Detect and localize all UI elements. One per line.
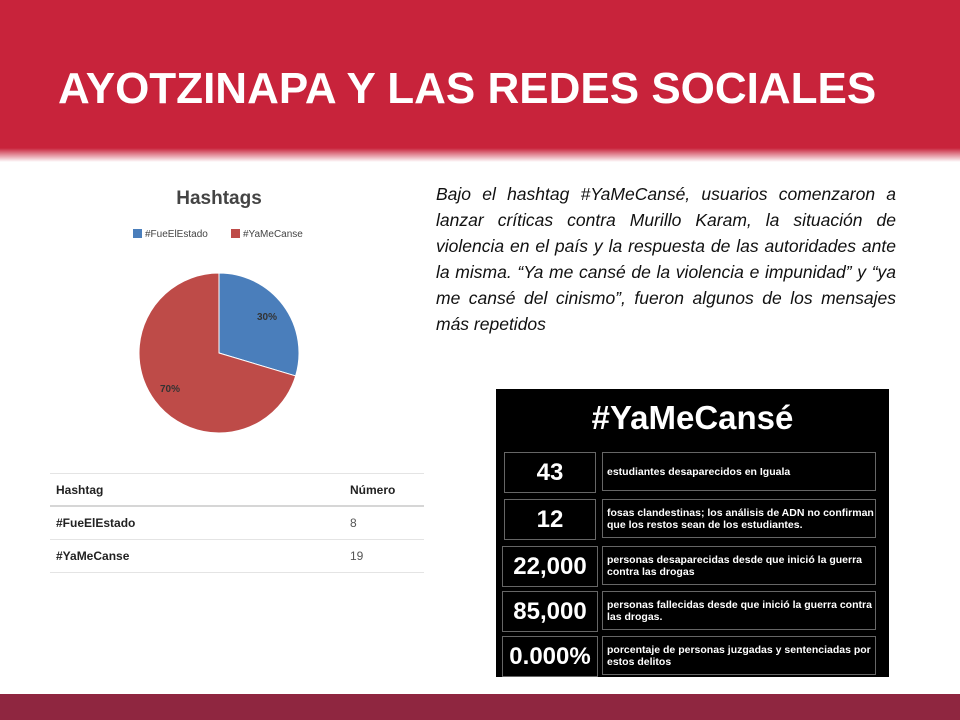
- stat-description: fosas clandestinas; los análisis de ADN no confirman que los restos sean de los estudiantes.: [602, 499, 876, 538]
- slide-title: AYOTZINAPA Y LAS REDES SOCIALES: [58, 64, 877, 113]
- stat-number: 43: [504, 452, 596, 493]
- cell-hashtag: #YaMeCanse: [50, 540, 344, 573]
- stat-number: 85,000: [502, 591, 598, 632]
- chart-legend: [133, 229, 303, 240]
- cell-numero: 19: [344, 540, 424, 573]
- footer-bar: [0, 694, 960, 720]
- body-paragraph: Bajo el hashtag #YaMeCansé, usuarios comenzaron a lanzar críticas contra Murillo Karam, la situación de violencia en el país y la respuesta de las autoridades ante la misma. “Ya me cansé de la violencia e impunidad” y “ya me cansé del cinismo”, fueron algunos de los mensajes más repetidos: [436, 184, 896, 334]
- pie-slice-label: 70%: [159, 384, 181, 395]
- stat-description: porcentaje de personas juzgadas y sentenciadas por estos delitos: [602, 636, 876, 675]
- column-header-hashtag: Hashtag: [50, 474, 344, 507]
- yamecanse-infographic: [496, 389, 889, 677]
- stat-description: estudiantes desaparecidos en Iguala: [602, 452, 876, 491]
- legend-swatch-fueelestado: [133, 229, 142, 238]
- table-row: [50, 540, 424, 573]
- chart-title: Hashtags: [176, 188, 262, 209]
- legend-label-yamecanse: #YaMeCanse: [243, 229, 303, 240]
- stat-number: 22,000: [502, 546, 598, 587]
- cell-hashtag: #FueElEstado: [50, 506, 344, 540]
- table-row: [50, 506, 424, 540]
- legend-swatch-yamecanse: [231, 229, 240, 238]
- legend-label-fueelestado: #FueElEstado: [145, 229, 208, 240]
- column-header-numero: Número: [344, 474, 424, 507]
- cell-numero: 8: [344, 506, 424, 540]
- stat-number: 12: [504, 499, 596, 540]
- hashtag-table: [50, 473, 424, 573]
- stat-number: 0.000%: [502, 636, 598, 677]
- pie-slice-label: 30%: [256, 312, 278, 323]
- stat-description: personas fallecidas desde que inició la guerra contra las drogas.: [602, 591, 876, 630]
- infographic-title: #YaMeCansé: [591, 399, 794, 436]
- table-header-row: [50, 474, 424, 507]
- stat-description: personas desaparecidas desde que inició la guerra contra las drogas: [602, 546, 876, 585]
